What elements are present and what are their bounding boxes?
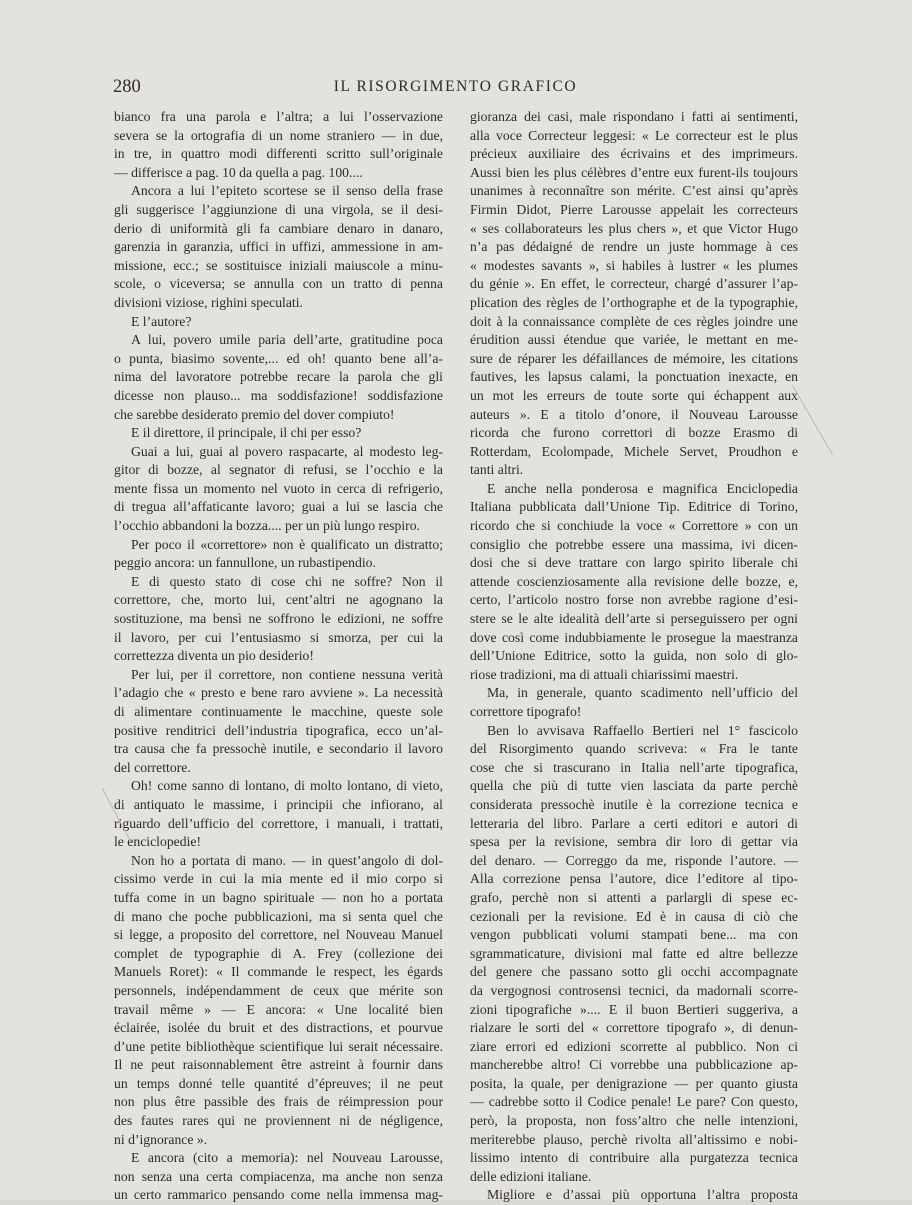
text-line: Firmin Didot, Pierre Larousse appelait les correcteurs	[470, 201, 798, 217]
text-line: stere se le alte idealità dell’arte si perseguissero per ogni	[470, 611, 798, 627]
text-line: personnels, indépendamment de ceux que mérite son	[114, 982, 443, 998]
text-line: l’adagio che « presto e bene raro avviene ». La necessità	[114, 685, 443, 701]
text-line: riguardo dell’ufficio del correttore, i manuali, i trattati,	[114, 815, 443, 831]
left-text-column	[114, 108, 443, 1205]
text-line: fautives, les lapsus calami, la ponctuation inexacte, en	[470, 369, 798, 385]
text-line: E ancora (cito a memoria): nel Nouveau Larousse,	[131, 1150, 443, 1166]
text-line: ni d’ignorance ».	[114, 1131, 208, 1147]
text-line: di alimentare continuamente le macchine, queste sole	[114, 704, 443, 719]
text-line: quella che più di tutte vien lasciata da parte perchè	[470, 778, 798, 794]
text-line: del denaro. — Correggo da me, risponde l’autore. —	[470, 852, 798, 868]
text-line: mancherebbe altro! Ci vorrebbe una pubblicazione ap-	[470, 1057, 798, 1073]
text-line: Manuels Roret): « Il commande le respect, les égards	[114, 964, 443, 980]
text-line: divisioni viziose, righini speculati.	[114, 294, 303, 310]
text-line: si legge, a proposito del correttore, nel Nouveau Manuel	[114, 927, 443, 943]
text-line: dicesse non plauso... ma soddisfazione! soddisfazione	[114, 387, 443, 403]
text-line: peggio ancora: un fannullone, un rubastipendio.	[114, 555, 376, 571]
text-line: un temps donné telle quantité d’épreuves; il ne peut	[114, 1075, 443, 1091]
text-line: — differisce a pag. 10 da quella a pag. 100....	[114, 164, 363, 180]
text-line: Rotterdam, Ecolompade, Michele Servet, Proudhon e	[470, 443, 798, 459]
text-line: vengon pubblicati volumi stampati bene... ma con	[470, 927, 798, 943]
text-line: ziare errori ed edizioni scorrette al pubblico. Non ci	[470, 1038, 798, 1054]
text-line: dove così come indubbiamente le prosegue la maestranza	[470, 629, 798, 645]
text-line: severa se la ortografia di un nome straniero — in due,	[114, 127, 443, 143]
text-line: di tregua all’affaticante lavoro; guai a lui se lascia che	[114, 499, 443, 515]
text-line: précieux auxiliaire des écrivains et des imprimeurs.	[470, 146, 798, 162]
text-line: tra causa che fa pressochè inutile, e secondario il lavoro	[114, 741, 443, 757]
text-line: le enciclopedie!	[114, 834, 202, 850]
text-line: E di questo stato di cose chi ne soffre? Non il	[131, 573, 443, 589]
text-line: correttezza diventa un pio desiderio!	[114, 648, 314, 664]
text-line: plication des règles de l’orthographe et de la typographie,	[470, 294, 798, 310]
text-line: un mot les erreurs de toute sorte qui échappent aux	[470, 387, 798, 403]
text-line: consiglio che potrebbe essere una massima, ivi dicen-	[470, 536, 798, 552]
text-line: Aussi bien les plus célèbres d’entre eux furent-ils toujours	[470, 164, 798, 180]
text-line: tuffa come in un bagno spirituale — non ho a portata	[114, 889, 443, 905]
text-line: E l’autore?	[131, 313, 192, 329]
text-line: in tre, in quattro modi differenti scritto sull’originale	[114, 146, 443, 162]
text-line: Migliore e d’assai più opportuna l’altra proposta	[487, 1187, 798, 1203]
text-line: E anche nella ponderosa e magnifica Enciclopedia	[487, 480, 798, 496]
text-line: cezionali per la revisione. Ed è in causa di ciò che	[470, 908, 798, 924]
page-number: 280	[113, 77, 141, 97]
text-line: non senza una certa compiacenza, ma anche non senza	[114, 1168, 443, 1184]
text-line: doit à la connaissance complète de ces règles joindre une	[470, 313, 798, 329]
text-line: meriterebbe plauso, perchè rivolta all’altissimo e nobi-	[470, 1131, 798, 1147]
text-line: certo, l’articolo nostro forse non avrebbe ragione d’esi-	[470, 592, 798, 608]
text-line: Per poco il «correttore» non è qualificato un distratto;	[131, 536, 443, 552]
text-line: di antiquato le massime, i principii che infiorano, al	[114, 796, 443, 812]
text-line: mente fissa un momento nel vuoto in cerca di refrigerio,	[114, 480, 443, 496]
text-line: letteraria del libro. Parlare a certi editori e autori di	[470, 815, 798, 831]
margin-pencil-mark	[792, 385, 833, 455]
text-line: des fautes rares qui ne proviennent ni de négligence,	[114, 1113, 443, 1129]
text-line: cissimo verde in cui la mia mente ed il mio corpo si	[114, 871, 443, 887]
text-line: Alla correzione pensa l’autore, dice l’editore al tipo-	[470, 871, 798, 887]
text-line: missione, ecc.; se sostituisce iniziali maiuscole a minu-	[114, 257, 443, 273]
text-line: lissimo intento di contribuire alla purgatezza tecnica	[470, 1150, 798, 1166]
text-line: gli suggerisce l’aggiunzione di una virgola, se il desi-	[114, 201, 443, 217]
text-line: spesa per la revisione, sembra dir loro di gettar via	[470, 834, 798, 850]
text-line: auteurs ». E a titolo d’onore, il Nouveau Larousse	[470, 406, 798, 422]
text-line: d’une petite bibliothèque scientifique lui serait nécessaire.	[114, 1038, 443, 1054]
text-line: del correttore.	[114, 759, 191, 775]
text-line: considerata pressochè inutile è la correzione tecnica e	[470, 796, 798, 812]
text-line: dosi che si deve trattare con largo spirito liberale chi	[470, 555, 798, 571]
page-header	[113, 77, 776, 101]
text-line: érudition aussi étendue que variée, le mettant en me-	[470, 332, 798, 348]
text-line: di mano che poche pubblicazioni, ma si senta quel che	[114, 908, 443, 924]
text-line: ricorda che furono correttori di bozze Erasmo di	[470, 425, 798, 441]
text-line: Il ne peut raisonnablement être astreint à fournir dans	[114, 1057, 443, 1073]
text-line: « modestes savants », si habiles à lustrer « les plumes	[470, 257, 798, 273]
text-line: complet de typographie di A. Frey (collezione dei	[114, 945, 443, 961]
text-line: sgrammaticature, divisioni mal fatte ed altre bellezze	[470, 945, 798, 961]
text-line: gitor di bozze, al segnator di refusi, se l’occhio e la	[114, 462, 443, 478]
text-line: unanimes à reconnaître son mérite. C’est ainsi qu’après	[470, 183, 798, 199]
text-line: non plus être passible des frais de réimpression pour	[114, 1094, 443, 1110]
text-line: Ma, in generale, quanto scadimento nell’ufficio del	[487, 685, 798, 701]
text-line: sure de réparer les défaillances de mémoire, les citations	[470, 350, 798, 366]
text-line: il lavoro, per cui l’entusiasmo si smorza, per cui la	[114, 629, 443, 645]
text-line: Oh! come sanno di lontano, di molto lontano, di vieto,	[131, 778, 443, 794]
text-line: E il direttore, il principale, il chi per esso?	[131, 425, 362, 441]
text-line: dell’Unione Editrice, sotto la guida, non solo di glo-	[470, 648, 798, 664]
text-line: Ancora a lui l’epiteto scortese se il senso della frase	[131, 183, 443, 199]
text-line: A lui, povero umile paria dell’arte, gratitudine poca	[131, 332, 443, 348]
text-line: grafo, perchè non si attenti a parlargli di spese ec-	[470, 889, 798, 905]
text-line: attende coscienziosamente alla revisione delle bozze, e,	[470, 573, 798, 589]
text-line: però, la proposta, non foss’altro che nelle intenzioni,	[470, 1113, 798, 1129]
text-line: posita, la quale, per denigrazione — per quanto giusta	[470, 1075, 798, 1091]
text-line: alla voce Correcteur leggesi: « Le correcteur est le plus	[470, 127, 798, 143]
text-line: éclairée, isolée du bruit et des distractions, et pourvue	[114, 1020, 443, 1036]
text-line: delle edizioni italiane.	[470, 1168, 592, 1184]
text-line: tanti altri.	[470, 462, 524, 478]
text-line: Ben lo avvisava Raffaello Bertieri nel 1° fascicolo	[487, 722, 798, 738]
text-line: Non ho a portata di mano. — in quest’angolo di dol-	[131, 852, 443, 868]
text-line: ricordo che si conchiude la voce « Correttore » con un	[470, 518, 798, 534]
text-line: garenzia in garanzia, uffici in uffizi, ammessione in am-	[114, 239, 443, 255]
text-line: correttore tipografo!	[470, 704, 582, 719]
text-line: Italiana pubblicata dall’Unione Tip. Editrice di Torino,	[470, 499, 798, 515]
text-line: gioranza dei casi, male rispondano i fatti ai sentimenti,	[470, 109, 798, 124]
text-line: zioni tipografiche ».... E il buon Bertieri suggeriva, a	[470, 1001, 798, 1017]
text-line: derio di uniformità gli fa cambiare denaro in danaro,	[114, 220, 443, 236]
text-line: nima del lavoratore potrebbe recare la parola che gli	[114, 369, 443, 385]
text-line: cose che si trascurano in Italia nell’arte tipografica,	[470, 759, 798, 775]
text-line: del Risorgimento quando scriveva: « Fra le tante	[470, 741, 798, 757]
text-line: che sarebbe desiderato premio del dover compiuto!	[114, 406, 395, 422]
text-line: n’a pas dédaigné de rendre un juste hommage à ces	[470, 239, 798, 255]
text-line: o punta, biasimo sovente,... ed oh! quanto bene all’a-	[114, 350, 443, 366]
text-line: Guai a lui, guai al povero raspacarte, al modesto leg-	[131, 443, 443, 459]
running-title: IL RISORGIMENTO GRAFICO	[333, 78, 578, 95]
text-line: bianco fra una parola e l’altra; a lui l’osservazione	[114, 109, 443, 124]
text-line: da vergognosi controsensi tecnici, da madornali scorre-	[470, 982, 798, 998]
text-line: l’occhio abbandoni la bozza.... per un più lungo respiro.	[114, 518, 420, 534]
text-line: positive renditrici dell’industria tipografica, ecco un’al-	[114, 722, 443, 738]
text-line: rialzare le sorti del « correttore tipografo », di denun-	[470, 1020, 798, 1036]
text-line: sostituzione, ma bensì ne soffrono le edizioni, ne soffre	[114, 611, 443, 627]
text-line: un certo rammarico pensando come nella immensa mag-	[114, 1187, 443, 1203]
text-line: — cadrebbe sotto il Codice penale! Le pare? Con questo,	[470, 1094, 798, 1110]
text-line: Per lui, per il correttore, non contiene nessuna verità	[131, 666, 443, 682]
text-line: del genere che passano sotto gli occhi accompagnate	[470, 964, 798, 980]
text-line: du génie ». En effet, le correcteur, chargé d’assurer l’ap-	[470, 276, 798, 292]
text-line: correttore, che, morto lui, cent’altri ne agognano la	[114, 592, 443, 608]
text-line: riose tradizioni, ma di attuali chiarissimi maestri.	[470, 666, 739, 682]
text-line: « ses collaborateurs les plus chers », et que Victor Hugo	[470, 220, 798, 236]
text-line: travail même » — E ancora: « Une localité bien	[114, 1001, 443, 1017]
right-text-column	[470, 108, 798, 1205]
text-line: scole, o viceversa; se annulla con un tratto di penna	[114, 276, 443, 292]
